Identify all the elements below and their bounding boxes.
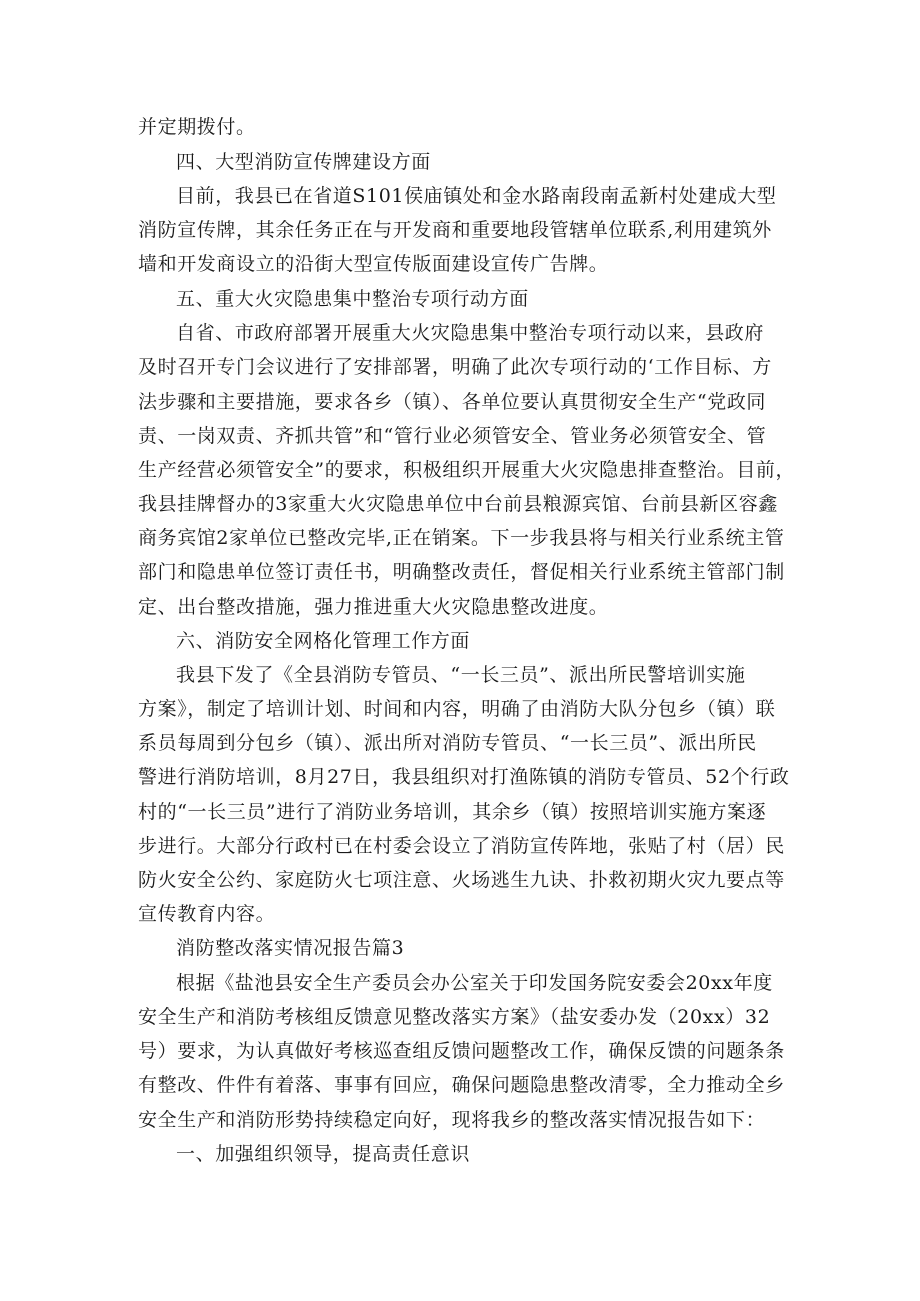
paragraph-line: 方案》，制定了培训计划、时间和内容，明确了由消防大队分包乡（镇）联 — [138, 698, 776, 720]
text-line: 并定期拨付。 — [138, 116, 256, 138]
paragraph-line: 及时召开专门会议进行了安排部署，明确了此次专项行动的‘工作目标、方 — [138, 356, 772, 378]
paragraph-line: 责、一岗双责、齐抓共管”和“管行业必须管安全、管业务必须管安全、管 — [138, 425, 767, 447]
paragraph-line: 部门和隐患单位签订责任书，明确整改责任，督促相关行业系统主管部门制 — [138, 561, 785, 583]
paragraph-line: 生产经营必须管安全”的要求，积极组织开展重大火灾隐患排查整治。目前， — [138, 459, 796, 481]
paragraph-line: 有整改、件件有着落、事事有回应，确保问题隐患整改清零，全力推动全乡 — [138, 1074, 785, 1096]
paragraph-line: 安全生产和消防形势持续稳定向好，现将我乡的整改落实情况报告如下： — [138, 1109, 766, 1131]
paragraph-line: 系员每周到分包乡（镇）、派出所对消防专管员、“一长三员”、派出所民 — [138, 732, 757, 754]
paragraph-line: 目前，我县已在省道S101侯庙镇处和金水路南段南孟新村处建成大型 — [176, 185, 777, 207]
section-heading: 五、重大火灾隐患集中整治专项行动方面 — [176, 288, 529, 310]
paragraph-line: 安全生产和消防考核组反馈意见整改落实方案》（盐安委办发（20xx）32 — [138, 1006, 771, 1028]
section-heading: 一、加强组织领导，提高责任意识 — [176, 1143, 471, 1165]
paragraph-line: 墙和开发商设立的沿街大型宣传版面建设宣传广告牌。 — [138, 253, 609, 275]
paragraph-line: 宣传教育内容。 — [138, 903, 276, 925]
paragraph-line: 定、出台整改措施，强力推进重大火灾隐患整改进度。 — [138, 596, 609, 618]
paragraph-line: 商务宾馆2家单位已整改完毕,正在销案。下一步我县将与相关行业系统主管 — [138, 527, 785, 549]
paragraph-line: 消防宣传牌，其余任务正在与开发商和重要地段管辖单位联系,利用建筑外 — [138, 219, 772, 241]
report-title: 消防整改落实情况报告篇3 — [176, 937, 405, 959]
paragraph-line: 根据《盐池县安全生产委员会办公室关于印发国务院安委会20xx年度 — [176, 972, 773, 994]
paragraph-line: 我县下发了《全县消防专管员、“一长三员”、派出所民警培训实施 — [176, 664, 746, 686]
paragraph-line: 步进行。大部分行政村已在村委会设立了消防宣传阵地，张贴了村（居）民 — [138, 835, 785, 857]
paragraph-line: 法步骤和主要措施，要求各乡（镇）、各单位要认真贯彻安全生产“党政同 — [138, 391, 767, 413]
paragraph-line: 自省、市政府部署开展重大火灾隐患集中整治专项行动以来，县政府 — [176, 322, 765, 344]
section-heading: 四、大型消防宣传牌建设方面 — [176, 151, 431, 173]
paragraph-line: 警进行消防培训，8月27日，我县组织对打渔陈镇的消防专管员、52个行政 — [138, 766, 790, 788]
paragraph-line: 村的“一长三员”进行了消防业务培训，其余乡（镇）按照培训实施方案逐 — [138, 801, 767, 823]
paragraph-line: 防火安全公约、家庭防火七项注意、火场逃生九诀、扑救初期火灾九要点等 — [138, 869, 785, 891]
section-heading: 六、消防安全网格化管理工作方面 — [176, 630, 471, 652]
paragraph-line: 我县挂牌督办的3家重大火灾隐患单位中台前县粮源宾馆、台前县新区容鑫 — [138, 493, 778, 515]
paragraph-line: 号）要求，为认真做好考核巡查组反馈问题整改工作，确保反馈的问题条条 — [138, 1040, 785, 1062]
